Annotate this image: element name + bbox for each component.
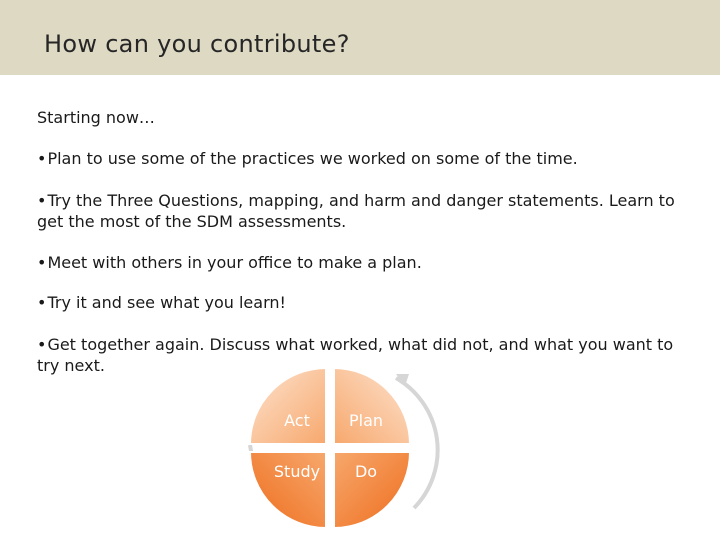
bullet-text: Try it and see what you learn! [47, 293, 286, 312]
bullet-marker: • [37, 253, 47, 272]
bullet-marker: • [37, 293, 47, 312]
bullet-text: Plan to use some of the practices we worked on some of the time. [47, 149, 578, 168]
page-title: How can you contribute? [44, 30, 350, 58]
quadrant-label-plan: Plan [348, 411, 384, 430]
bullet-marker: • [37, 191, 47, 210]
quadrant-label-act: Act [284, 411, 310, 430]
bullet-marker: • [37, 335, 47, 354]
bullet-text: Get together again. Discuss what worked, what did not, and what you want to try next. [37, 335, 674, 375]
intro-text: Starting now… [37, 108, 155, 127]
quadrant-act [250, 368, 326, 444]
quadrant-label-do: Do [354, 462, 378, 481]
bullet-text: Try the Three Questions, mapping, and harm and danger statements. Learn to get the most of the SDM assessments. [37, 191, 675, 231]
quadrant-label-study: Study [273, 462, 321, 481]
bullet-marker: • [37, 149, 47, 168]
bullet-text: Meet with others in your office to make a plan. [47, 253, 422, 272]
